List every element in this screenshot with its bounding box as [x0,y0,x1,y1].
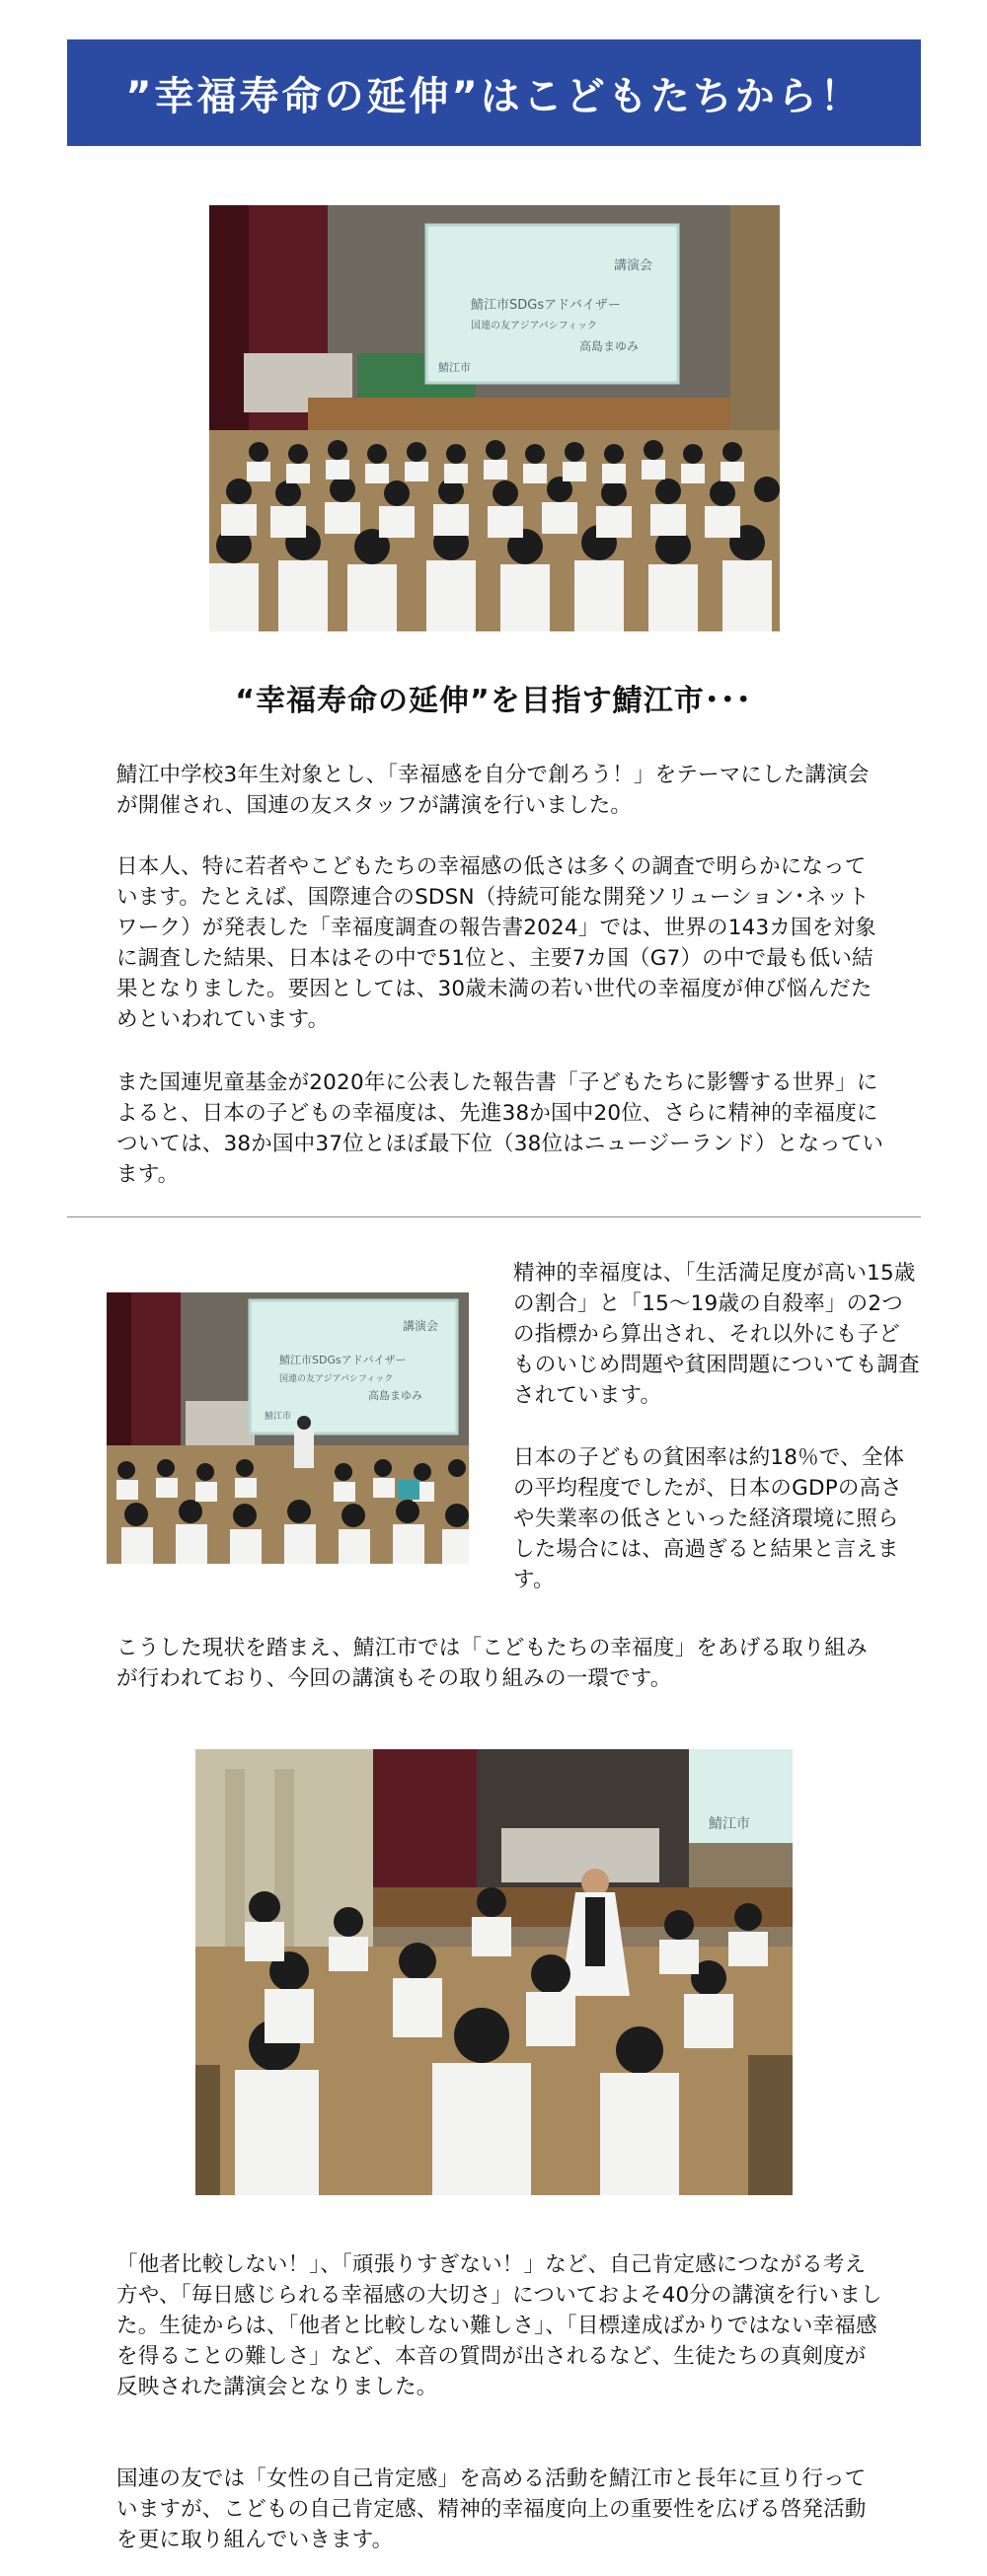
lecture-photo-2-image [107,1292,469,1564]
photo1-screen-line2: 国連の友アジアパシフィック [471,321,597,331]
photo2-screen-line2: 国連の友アジアパシフィック [279,1374,394,1384]
lecture-photo-3 [195,1749,793,2195]
paragraph-6: こうした現状を踏まえ、鯖江市では「こどもたちの幸福度」をあげる取り組みが行われており、今回の講演もその取り組みの一環です。 [116,1636,868,1691]
paragraph-1: 鯖江中学校3年生対象とし、「幸福感を自分で創ろう！」をテーマにした講演会が開催され、国連の友スタッフが講演を行いました。 [116,763,870,818]
photo1-screen-line1: 鯖江市SDGsアドバイザー [471,298,621,313]
paragraph-5: 日本の子どもの貧困率は約18％で、全体の平均程度でしたが、日本のGDPの高さや失業率の低さといった経済環境に照らした場合には、高過ぎると結果と言えます。 [513,1445,905,1592]
lecture-photo-1-image [209,205,780,631]
photo1-screen-logo: 鯖江市 [438,361,471,374]
page-title: ”幸福寿命の延伸”はこどもたちから！ [125,73,863,119]
paragraph-7: 「他者比較しない！」、「頑張りすぎない！」など、自己肯定感につながる考え方や、「毎日感じられる幸福感の大切さ」についておよそ40分の講演を行いました。生徒からは、「他者と比較しない難しさ」、「目標達成ばかりではない幸福感を得ることの難しさ」など、本音の質問が出されるなど、生徒たちの真剣度が反映された講演会となりました。 [116,2252,882,2399]
title-banner [67,39,921,146]
photo2-screen-logo: 鯖江市 [265,1412,292,1422]
lecture-photo-3-image [195,1749,793,2195]
paragraph-3: また国連児童基金が2020年に公表した報告書「子どもたちに影響する世界」によると、日本の子どもの幸福度は、先進38か国中20位、さらに精神的幸福度については、38か国中37位とほぼ最下位（38位はニュージーランド）となっています。 [116,1070,884,1187]
photo2-screen-title: 講演会 [403,1319,439,1333]
paragraph-8: 国連の友では「女性の自己肯定感」を高める活動を鯖江市と長年に亘り行っていますが、こどもの自己肯定感、精神的幸福度向上の重要性を広げる啓発活動を更に取り組んでいきます。 [116,2466,867,2552]
photo1-screen-title: 講演会 [614,258,653,273]
section-divider [67,1216,921,1217]
photo2-screen-line1: 鯖江市SDGsアドバイザー [279,1354,407,1366]
paragraph-4: 精神的幸福度は、「生活満足度が高い15歳の割合」と「15～19歳の自殺率」の2つの指標から算出され、それ以外にも子どものいじめ問題や貧困問題についても調査されています。 [513,1261,920,1408]
photo1-screen-line3: 高島まゆみ [579,339,640,353]
lecture-photo-1 [209,205,780,631]
section-subheading: “幸福寿命の延伸”を目指す鯖江市･･･ [235,684,752,718]
paragraph-2: 日本人、特に若者やこどもたちの幸福感の低さは多くの調査で明らかになっています。たとえば、国際連合のSDSN（持続可能な開発ソリューション･ネットワーク）が発表した「幸福度調査の報告書2024」では、世界の143カ国を対象に調査した結果、日本はその中で51位と、主要7カ国（G7）の中で最も低い結果となりました。要因としては、30歳未満の若い世代の幸福度が伸び悩んだためといわれています。 [116,854,876,1032]
lecture-photo-2 [107,1292,469,1564]
photo3-screen-logo: 鯖江市 [709,1816,750,1832]
photo2-screen-line3: 高島まゆみ [368,1389,422,1402]
